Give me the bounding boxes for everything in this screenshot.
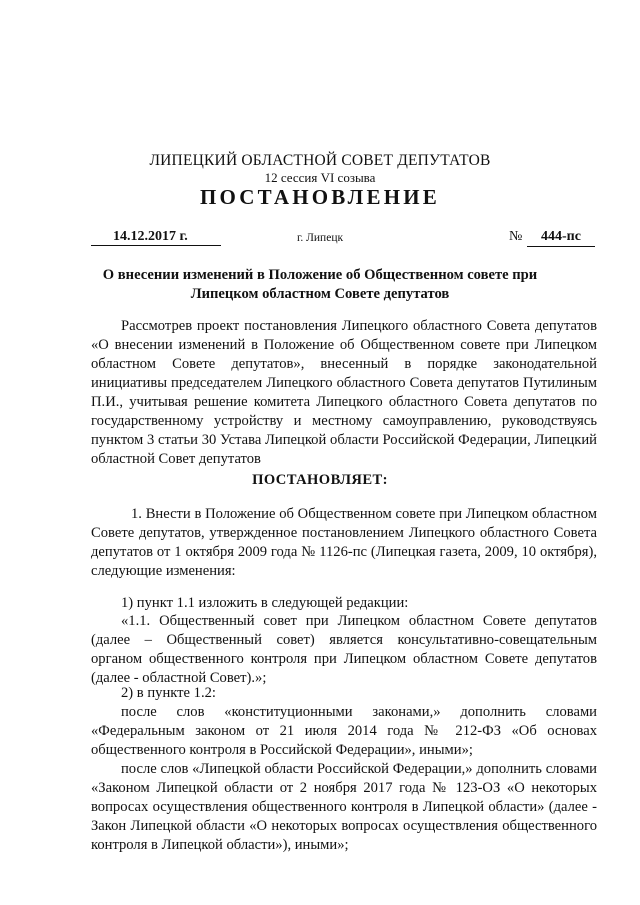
decree-title-line-2: Липецком областном Совете депутатов [190,286,450,302]
decree-date: 14.12.2017 г. [91,229,221,246]
session-info: 12 сессия VI созыва [264,170,376,185]
subitem-1-2-change-a: после слов «конституционными законами,» дополнить словами «Федеральным законом от 21 июля 2014 года № 212-ФЗ «Об основах общественного контроля в Российской Федерации», иными»; [91,704,597,758]
organization-name: ЛИПЕЦКИЙ ОБЛАСТНОЙ СОВЕТ ДЕПУТАТОВ [149,152,491,169]
subitem-1-1-paragraph: 1) пункт 1.1 изложить в следующей редакции: [121,595,409,611]
subitem-1-2-change-b: после слов «Липецкой области Российской Федерации,» дополнить словами «Законом Липецкой области от 2 ноября 2017 года № 123-ОЗ «О некоторых вопросах осуществления общественного контроля в Липецкой области» (далее - Закон Липецкой области «О некоторых вопросах осуществления общественного контроля в Липецкой области»), иными»; [91,761,597,853]
decree-title [0,266,640,304]
document-type: ПОСТАНОВЛЕНИЕ [199,185,441,209]
preamble-paragraph: Рассмотрев проект постановления Липецкого областного Совета депутатов «О внесении изменений в Положение об Общественном совете при Липецком областном Совете депутатов», внесенный в порядке законодательной инициативы председателем Липецкого областного Совета депутатов Путилиным П.И., учитывая решение комитета Липецкого областного Совета депутатов по государственному устройству и местному самоуправлению, руководствуясь пунктом 3 статьи 30 Устава Липецкой области Российской Федерации, Липецкий областной Совет депутатов [91,318,597,467]
subitem-1-2-paragraph: 2) в пункте 1.2: [121,685,216,701]
decree-title-line-1: О внесении изменений в Положение об Общественном совете при [102,267,538,283]
decree-number-label: № [509,229,523,244]
decree-heading: ПОСТАНОВЛЯЕТ: [252,472,388,488]
decree-number: 444-пс [527,229,595,247]
item-1-paragraph: 1. Внести в Положение об Общественном совете при Липецком областном Совете депутатов, утвержденное постановлением Липецкого областного Совета депутатов от 1 октября 2009 года № 1126-пс (Липецкая газета, 2009, 10 октября), следующие изменения: [91,506,597,579]
decree-city: г. Липецк [296,232,344,244]
subitem-1-1-quote: «1.1. Общественный совет при Липецком областном Совете депутатов (далее – Общественный совет) является консультативно-совещательным органом общественного контроля при Липецком областном Совете депутатов (далее - областной Совет).»; [91,613,597,686]
